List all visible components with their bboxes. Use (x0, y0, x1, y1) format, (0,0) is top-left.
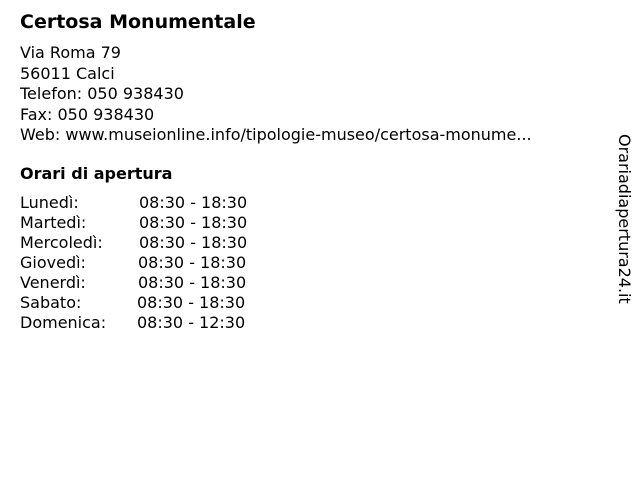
time-value: 08:30 - 18:30 (139, 193, 248, 212)
time-value: 08:30 - 18:30 (137, 293, 246, 312)
site-watermark (612, 134, 636, 310)
street-text: Via Roma 79 (20, 43, 121, 62)
hours-row (20, 293, 280, 313)
day-label: Venerdì: (20, 273, 86, 292)
hours-row (20, 313, 280, 333)
day-label: Lunedì: (20, 193, 79, 212)
web-text: Web: www.museionline.info/tipologie-museo/certosa-monume... (20, 125, 532, 144)
day-label: Martedì: (20, 213, 87, 232)
hours-row (20, 193, 280, 213)
day-label: Mercoledì: (20, 233, 103, 252)
time-value: 08:30 - 18:30 (138, 253, 247, 272)
fax-text: Fax: 050 938430 (20, 104, 155, 124)
time-value: 08:30 - 18:30 (139, 213, 248, 232)
hours-row (20, 273, 280, 293)
hours-row (20, 213, 280, 233)
city-text: 56011 Calci (20, 63, 115, 83)
watermark-text: Orariadiapertura24.it (615, 134, 634, 304)
time-value: 08:30 - 18:30 (138, 273, 247, 292)
hours-row (20, 233, 280, 253)
hours-heading: Orari di apertura (20, 164, 173, 183)
time-value: 08:30 - 18:30 (139, 233, 248, 252)
hours-row (20, 253, 280, 273)
day-label: Sabato: (20, 293, 82, 312)
time-value: 08:30 - 12:30 (137, 313, 246, 332)
hours-table (20, 193, 280, 333)
business-title: Certosa Monumentale (20, 11, 256, 33)
phone-text: Telefon: 050 938430 (20, 84, 184, 103)
address-block (20, 43, 532, 146)
day-label: Domenica: (20, 313, 107, 332)
day-label: Giovedì: (20, 253, 86, 272)
